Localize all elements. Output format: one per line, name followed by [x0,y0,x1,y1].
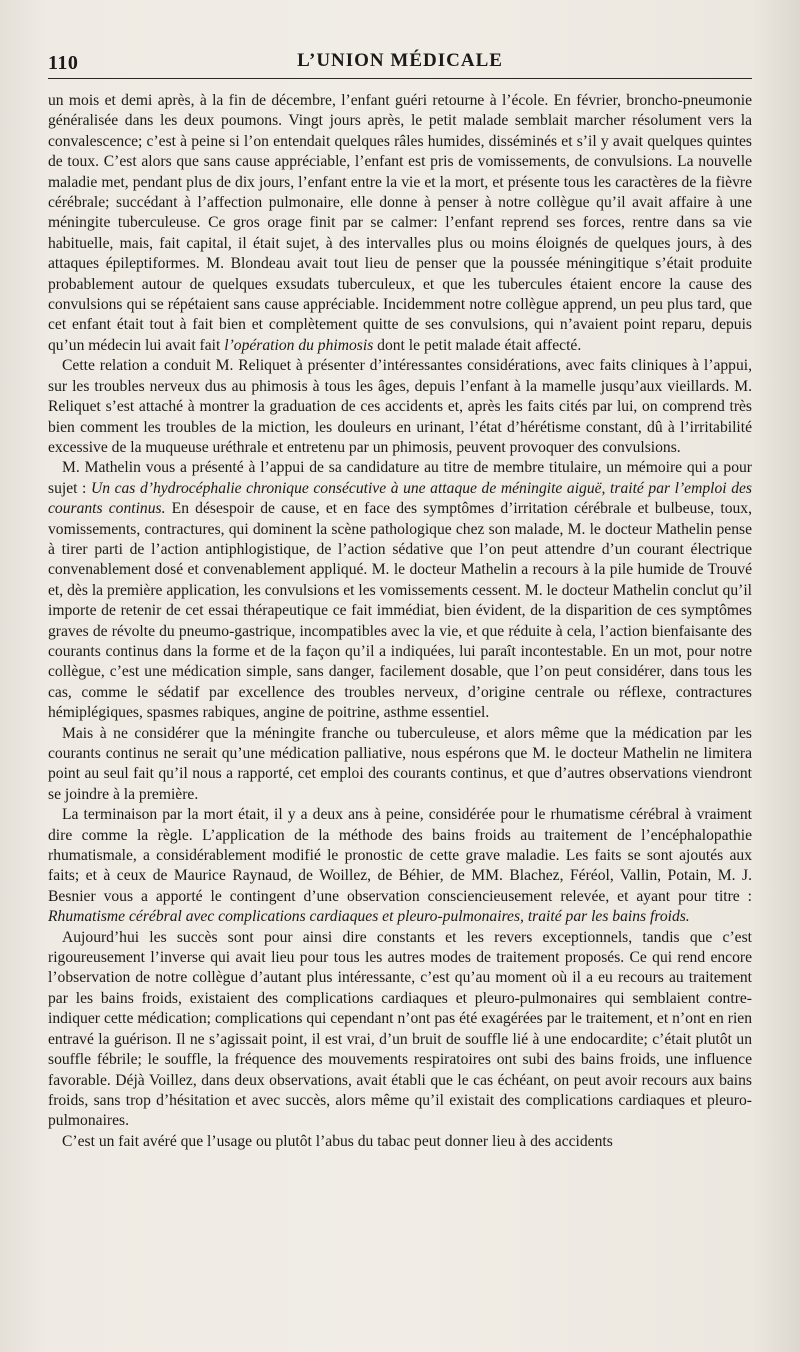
text-segment: En désespoir de cause, et en face des symptômes d’irritation cérébrale et bulbeuse, toux, vomissements, contractures, qui dominent la scène pathologique chez son malade, M. le docteur Mathelin pense à tirer parti de l’action antiphlogistique, de l’action sédative que l’on peut attendre d’un courant électrique convenablement dosé et convenablement appliqué. M. le docteur Mathelin a recours à la pile humide de Trouvé et, dès la première application, les convulsions et les vomissements cessent. M. le docteur Mathelin conclut qu’il importe de retenir de cet essai thérapeutique ce fait immédiat, bien évident, de la disparition de ces symptômes graves de révolte du pneumo-gastrique, incompatibles avec la vie, et que réduite à cela, l’action bienfaisante des courants continus dans la forme et de la façon qu’il a indiquées, lui paraît incontestable. En un mot, pour notre collègue, c’est une médication simple, sans danger, facilement dosable, que l’on peut considérer, dans tous les cas, comme le sédatif par excellence des troubles nerveux, d’origine centrale ou réflexe, contractures hémiplégiques, spasmes rabiques, angine de poitrine, asthme essentiel. [48,500,752,722]
body-text [48,91,752,1152]
paragraph [48,1132,752,1152]
italic-text-segment: Rhumatisme cérébral avec complications cardiaques et pleuro-pulmonaires, traité par les bains froids. [48,908,690,926]
text-segment: Mais à ne considérer que la méningite franche ou tuberculeuse, et alors même que la médication par les courants continus ne serait qu’une médication palliative, nous espérons que M. le docteur Mathelin ne limitera point au seul fait qu’il nous a rapporté, cet emploi des courants continus, et que d’autres observations viendront se joindre à la première. [48,724,752,803]
paragraph [48,724,752,806]
text-segment: C’est un fait avéré que l’usage ou plutôt l’abus du tabac peut donner lieu à des accidents [62,1132,613,1150]
paragraph [48,356,752,458]
paragraph [48,458,752,723]
text-segment: dont le petit malade était affecté. [373,336,582,354]
italic-text-segment: Un cas d’hydrocéphalie chronique consécutive à une attaque de méningite aiguë, traité par l’emploi des courants continus. [48,479,752,518]
page-number: 110 [48,52,79,74]
paragraph [48,805,752,927]
running-title: L’UNION MÉDICALE [297,50,503,71]
text-segment: La terminaison par la mort était, il y a deux ans à peine, considérée pour le rhumatisme cérébral à vraiment dire comme la règle. L’application de la méthode des bains froids au traitement de l’encéphalopathie rhumatismale, a considérablement modifié le pronostic de cette grave maladie. Les faits se sont ajoutés aux faits; et à ceux de Maurice Raynaud, de Woillez, de Béhier, de MM. Blachez, Féréol, Vallin, Potain, M. J. Besnier vous a apporté le contingent d’une observation consciencieusement relevée, et ayant pour titre : [48,806,752,905]
text-segment: M. Mathelin vous a présenté à l’appui de sa candidature au titre de membre titulaire, un mémoire qui a pour sujet : [48,459,752,497]
page-header [48,46,752,79]
paragraph [48,91,752,356]
paragraph [48,928,752,1132]
text-segment: Aujourd’hui les succès sont pour ainsi dire constants et les revers exceptionnels, tandis que c’est rigoureusement l’inverse qui avait lieu pour tous les autres modes de traitement proposés. Ce qui rend encore l’observation de notre collègue d’autant plus intéressante, c’est qu’au moment où il a eu recours au traitement par les bains froids, existaient des complications cardiaques et pleuro-pulmonaires qui semblaient contre-indiquer cette médication; complications qui cependant n’ont pas été exagérées par le traitement, et n’ont en rien entravé la guérison. Il ne s’agissait point, il est vrai, d’un bruit de souffle lié à une endocardite; c’était plutôt un souffle fébrile; le souffle, la fréquence des mouvements respiratoires ont subi des bains froids, une influence favorable. Déjà Voillez, dans deux observations, avait établi que le cas échéant, on peut avoir recours aux bains froids, sans trop d’hésitation et avec succès, alors même qu’il existait des complications cardiaques et pleuro-pulmonaires. [48,928,752,1130]
text-segment: un mois et demi après, à la fin de décembre, l’enfant guéri retourne à l’école. En février, broncho-pneumonie généralisée dans les deux poumons. Vingt jours après, le petit malade semblait marcher résolument vers la convalescence; c’est à peine si l’on entendait quelques râles humides, disséminés et s’il y avait quelques quintes de toux. C’est alors que sans cause appréciable, l’enfant est pris de vomissements, de convulsions. La nouvelle maladie met, pendant plus de dix jours, l’enfant entre la vie et la mort, et présente tous les caractères de la fièvre cérébrale; succédant à l’affection pulmonaire, elle donne à penser à notre collègue qu’il avait affaire à une méningite tuberculeuse. Ce gros orage finit par se calmer: l’enfant reprend ses forces, rentre dans sa vie habituelle, mais, fait capital, il était sujet, à des intervalles plus ou moins éloignés de quelques jours, à des attaques épileptiformes. M. Blondeau avait tout lieu de penser que la poussée méningitique s’était produite probablement autour de quelques exsudats tuberculeux, et que les tubercules étaient encore la cause des convulsions qui se répétaient sans cause appréciable. Incidemment notre collègue apprend, un peu plus tard, que cet enfant était tout à fait bien et complètement quitte de ses convulsions, qui n’avaient point reparu, depuis qu’un médecin lui avait fait [48,92,752,354]
text-segment: Cette relation a conduit M. Reliquet à présenter d’intéressantes considérations, avec faits cliniques à l’appui, sur les troubles nerveux dus au phimosis à tous les âges, depuis l’enfant à la mamelle jusqu’aux vieillards. M. Reliquet s’est attaché à montrer la graduation de ces accidents et, après les faits cités par lui, on comprend très bien comment les troubles de la miction, les douleurs en urinant, l’état d’hérétisme constant, dû à l’irritabilité excessive de la muqueuse uréthrale et entretenu par un phimosis, peuvent provoquer des convulsions. [48,357,752,456]
italic-text-segment: l’opération du phimosis [224,336,374,354]
